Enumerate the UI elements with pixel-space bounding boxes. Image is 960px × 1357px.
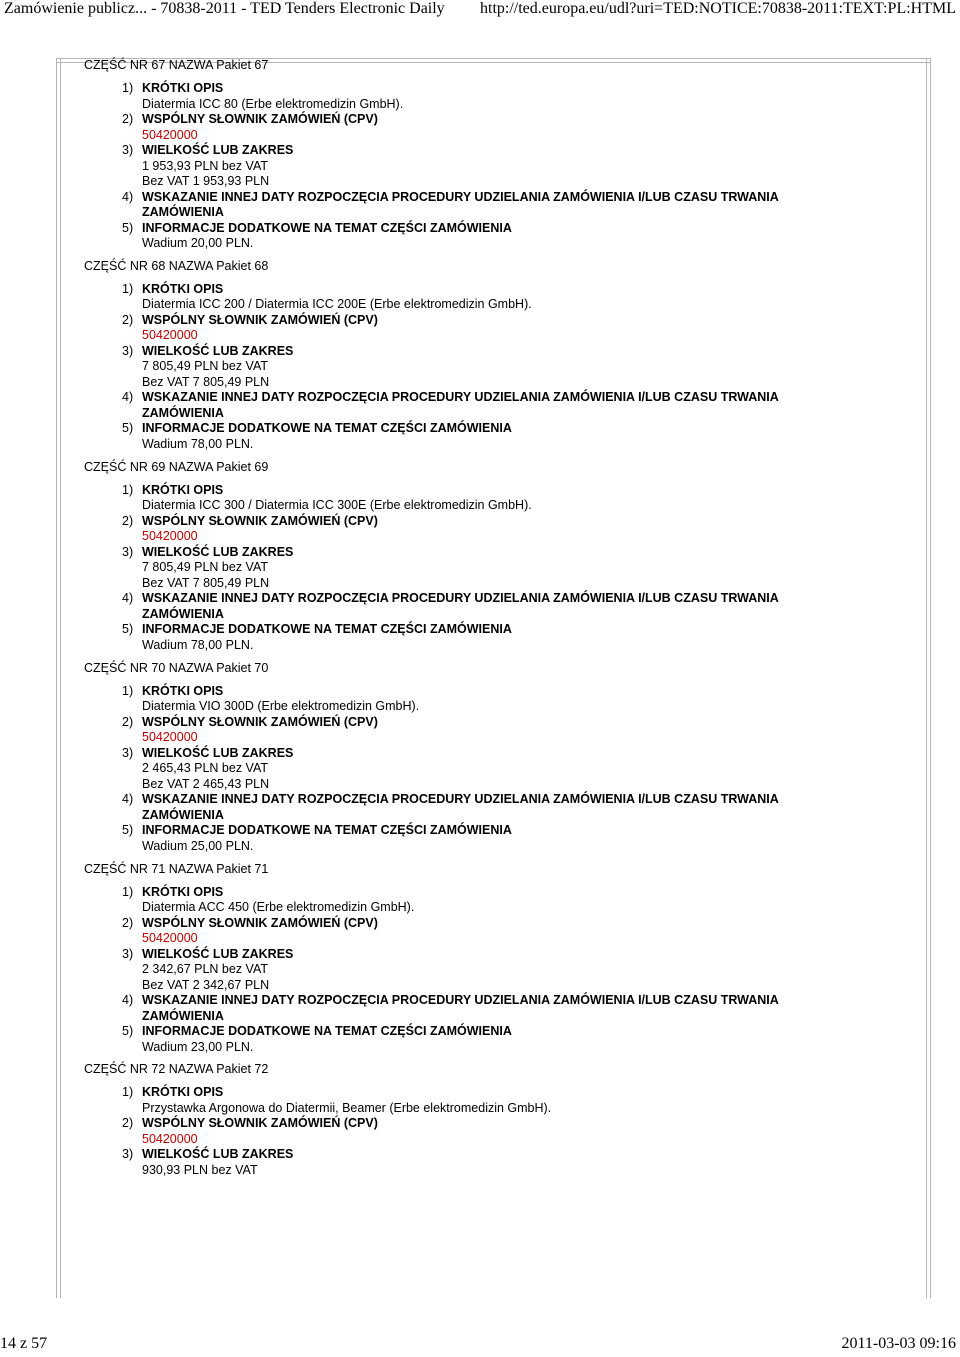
part-title: CZĘŚĆ NR 67 NAZWA Pakiet 67 [84, 58, 269, 72]
cpv-code: 50420000 [142, 328, 198, 343]
part-field [84, 1116, 844, 1147]
field-value: 2 342,67 PLN bez VAT [142, 962, 269, 977]
field-number: 5) [122, 1024, 134, 1039]
field-label: WIELKOŚĆ LUB ZAKRES [142, 343, 294, 358]
field-number: 1) [122, 1085, 134, 1100]
field-number: 2) [122, 714, 134, 729]
field-number: 2) [122, 312, 134, 327]
part-section [84, 58, 844, 252]
field-value: Bez VAT 7 805,49 PLN [142, 374, 270, 389]
field-number: 2) [122, 1116, 134, 1131]
field-number: 5) [122, 622, 134, 637]
document-body [84, 58, 844, 1186]
part-field [84, 591, 844, 622]
field-value: Diatermia ICC 200 / Diatermia ICC 200E (Erbe elektromedizin GmbH). [142, 297, 532, 312]
part-section [84, 661, 844, 855]
part-field [84, 282, 844, 313]
field-label: WIELKOŚĆ LUB ZAKRES [142, 946, 294, 961]
field-value: Wadium 78,00 PLN. [142, 436, 254, 451]
field-value: Diatermia VIO 300D (Erbe elektromedizin GmbH). [142, 699, 420, 714]
page-url: http://ted.europa.eu/udl?uri=TED:NOTICE:70838-2011:TEXT:PL:HTML [480, 0, 956, 17]
part-title: CZĘŚĆ NR 69 NAZWA Pakiet 69 [84, 459, 269, 474]
part-field [84, 622, 844, 653]
part-section [84, 460, 844, 654]
field-label: KRÓTKI OPIS [142, 482, 224, 497]
field-value: Wadium 20,00 PLN. [142, 236, 254, 250]
field-number: 3) [122, 1147, 134, 1162]
field-value: Bez VAT 1 953,93 PLN [142, 174, 270, 188]
field-value: 930,93 PLN bez VAT [142, 1162, 258, 1177]
part-field [84, 792, 844, 823]
field-label: ZAMÓWIENIA [142, 205, 224, 219]
part-field [84, 313, 844, 344]
field-label: KRÓTKI OPIS [142, 683, 224, 698]
field-value: Wadium 25,00 PLN. [142, 838, 254, 853]
field-number: 5) [122, 421, 134, 436]
part-field [84, 190, 844, 221]
part-field [84, 221, 844, 252]
print-footer [0, 1333, 956, 1353]
part-field [84, 390, 844, 421]
field-number: 3) [122, 143, 134, 157]
part-field [84, 483, 844, 514]
cpv-code: 50420000 [142, 1131, 198, 1146]
field-number: 4) [122, 390, 134, 405]
field-label: INFORMACJE DODATKOWE NA TEMAT CZĘŚCI ZAMÓWIENIA [142, 220, 512, 235]
field-label: KRÓTKI OPIS [142, 81, 224, 95]
part-field [84, 715, 844, 746]
field-number: 4) [122, 993, 134, 1008]
field-label: WIELKOŚĆ LUB ZAKRES [142, 1147, 294, 1162]
field-number: 2) [122, 915, 134, 930]
cpv-code: 50420000 [142, 730, 198, 745]
field-number: 4) [122, 591, 134, 606]
print-datetime: 2011-03-03 09:16 [841, 1335, 956, 1352]
field-label: WSKAZANIE INNEJ DATY ROZPOCZĘCIA PROCEDURY UDZIELANIA ZAMÓWIENIA I/LUB CZASU TRWANIA [142, 993, 779, 1008]
part-field [84, 421, 844, 452]
part-field [84, 1085, 844, 1116]
field-number: 5) [122, 220, 134, 235]
field-label: WSPÓLNY SŁOWNIK ZAMÓWIEŃ (CPV) [142, 915, 378, 930]
field-value: Diatermia ICC 300 / Diatermia ICC 300E (Erbe elektromedizin GmbH). [142, 498, 532, 513]
part-field [84, 885, 844, 916]
part-field [84, 545, 844, 592]
part-field [84, 823, 844, 854]
field-value: 1 953,93 PLN bez VAT [142, 158, 269, 173]
field-label: WIELKOŚĆ LUB ZAKRES [142, 143, 294, 157]
field-label: WIELKOŚĆ LUB ZAKRES [142, 745, 294, 760]
field-value: Wadium 23,00 PLN. [142, 1039, 254, 1054]
field-number: 1) [122, 281, 134, 296]
field-value: Bez VAT 7 805,49 PLN [142, 575, 270, 590]
part-field [84, 993, 844, 1024]
field-label: WSPÓLNY SŁOWNIK ZAMÓWIEŃ (CPV) [142, 714, 378, 729]
part-title: CZĘŚĆ NR 72 NAZWA Pakiet 72 [84, 1062, 269, 1077]
page-number: 14 z 57 [0, 1335, 48, 1352]
part-field [84, 916, 844, 947]
field-value: Diatermia ICC 80 (Erbe elektromedizin GmbH). [142, 96, 404, 111]
field-value: 7 805,49 PLN bez VAT [142, 359, 269, 374]
page-title: Zamówienie publicz... - 70838-2011 - TED Tenders Electronic Daily [4, 0, 445, 17]
field-label: ZAMÓWIENIA [142, 405, 224, 420]
part-field [84, 947, 844, 994]
part-field [84, 344, 844, 391]
field-value: Diatermia ACC 450 (Erbe elektromedizin GmbH). [142, 900, 415, 915]
field-label: ZAMÓWIENIA [142, 807, 224, 822]
part-field [84, 514, 844, 545]
field-value: Bez VAT 2 342,67 PLN [142, 977, 270, 992]
part-field [84, 1147, 844, 1178]
part-field [84, 112, 844, 143]
part-section [84, 259, 844, 453]
part-field [84, 81, 844, 112]
field-label: WSPÓLNY SŁOWNIK ZAMÓWIEŃ (CPV) [142, 513, 378, 528]
field-label: INFORMACJE DODATKOWE NA TEMAT CZĘŚCI ZAMÓWIENIA [142, 622, 512, 637]
part-field [84, 1024, 844, 1055]
field-value: 2 465,43 PLN bez VAT [142, 761, 269, 776]
field-label: ZAMÓWIENIA [142, 1008, 224, 1023]
field-value: Bez VAT 2 465,43 PLN [142, 776, 270, 791]
cpv-code: 50420000 [142, 127, 198, 142]
field-number: 5) [122, 823, 134, 838]
field-label: INFORMACJE DODATKOWE NA TEMAT CZĘŚCI ZAMÓWIENIA [142, 823, 512, 838]
field-value: Przystawka Argonowa do Diatermii, Beamer (Erbe elektromedizin GmbH). [142, 1100, 552, 1115]
part-title: CZĘŚĆ NR 70 NAZWA Pakiet 70 [84, 660, 269, 675]
field-label: WSPÓLNY SŁOWNIK ZAMÓWIEŃ (CPV) [142, 312, 378, 327]
field-label: WSKAZANIE INNEJ DATY ROZPOCZĘCIA PROCEDURY UDZIELANIA ZAMÓWIENIA I/LUB CZASU TRWANIA [142, 189, 779, 204]
cpv-code: 50420000 [142, 931, 198, 946]
field-number: 1) [122, 683, 134, 698]
field-value: Wadium 78,00 PLN. [142, 637, 254, 652]
field-label: KRÓTKI OPIS [142, 884, 224, 899]
print-header [4, 0, 956, 20]
field-number: 1) [122, 81, 134, 95]
part-field [84, 684, 844, 715]
field-label: KRÓTKI OPIS [142, 281, 224, 296]
field-number: 3) [122, 745, 134, 760]
part-title: CZĘŚĆ NR 68 NAZWA Pakiet 68 [84, 258, 269, 273]
field-number: 3) [122, 946, 134, 961]
field-label: WIELKOŚĆ LUB ZAKRES [142, 544, 294, 559]
part-title: CZĘŚĆ NR 71 NAZWA Pakiet 71 [84, 861, 269, 876]
field-label: INFORMACJE DODATKOWE NA TEMAT CZĘŚCI ZAMÓWIENIA [142, 421, 512, 436]
field-number: 4) [122, 189, 134, 204]
cpv-code: 50420000 [142, 529, 198, 544]
field-label: WSKAZANIE INNEJ DATY ROZPOCZĘCIA PROCEDURY UDZIELANIA ZAMÓWIENIA I/LUB CZASU TRWANIA [142, 390, 779, 405]
field-number: 1) [122, 482, 134, 497]
field-number: 4) [122, 792, 134, 807]
field-label: ZAMÓWIENIA [142, 606, 224, 621]
field-number: 3) [122, 343, 134, 358]
field-number: 3) [122, 544, 134, 559]
field-label: WSPÓLNY SŁOWNIK ZAMÓWIEŃ (CPV) [142, 112, 378, 126]
part-section [84, 862, 844, 1056]
field-value: 7 805,49 PLN bez VAT [142, 560, 269, 575]
field-label: WSKAZANIE INNEJ DATY ROZPOCZĘCIA PROCEDURY UDZIELANIA ZAMÓWIENIA I/LUB CZASU TRWANIA [142, 591, 779, 606]
field-label: KRÓTKI OPIS [142, 1085, 224, 1100]
field-label: INFORMACJE DODATKOWE NA TEMAT CZĘŚCI ZAMÓWIENIA [142, 1024, 512, 1039]
field-number: 2) [122, 112, 134, 126]
part-section [84, 1062, 844, 1178]
field-label: WSKAZANIE INNEJ DATY ROZPOCZĘCIA PROCEDURY UDZIELANIA ZAMÓWIENIA I/LUB CZASU TRWANIA [142, 792, 779, 807]
part-field [84, 746, 844, 793]
part-field [84, 143, 844, 190]
field-number: 2) [122, 513, 134, 528]
field-label: WSPÓLNY SŁOWNIK ZAMÓWIEŃ (CPV) [142, 1116, 378, 1131]
field-number: 1) [122, 884, 134, 899]
